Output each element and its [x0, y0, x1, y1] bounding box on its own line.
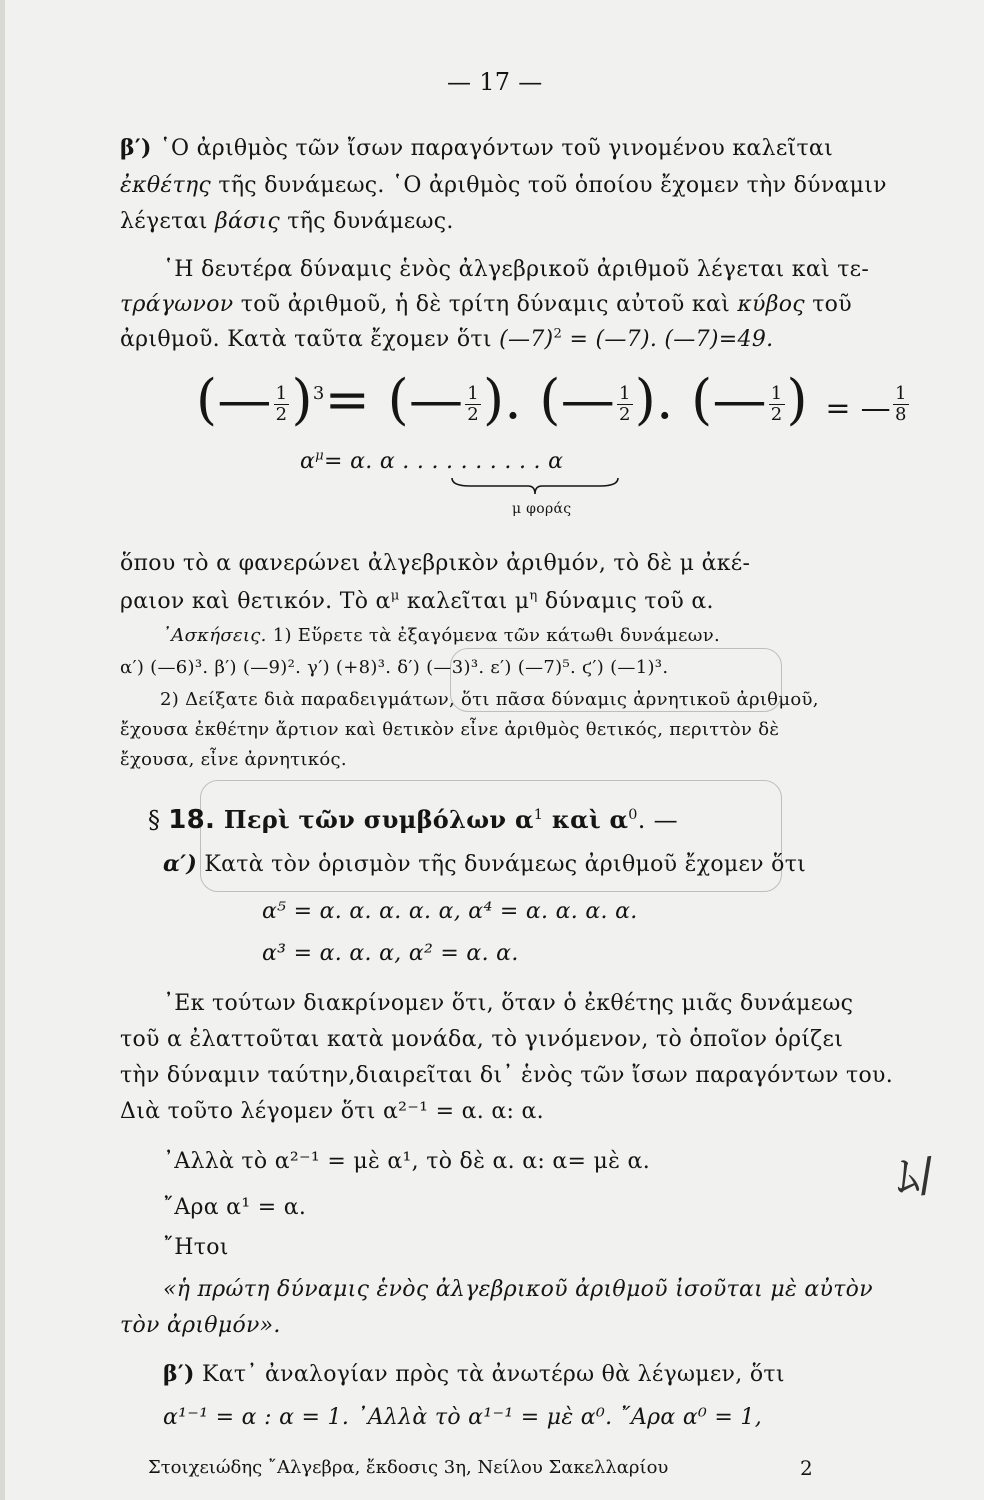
page-number: — 17 —	[447, 68, 543, 96]
term-base: βάσις	[214, 209, 280, 234]
exercises-line2: α′) (—6)³. β′) (—9)². γ′) (+8)³. δ′) (—3)³. ε′) (—7)⁵. ϛ′) (—1)³.	[120, 657, 669, 678]
section-heading: § 18. Περὶ τῶν συμβόλων $\alpha^1$ καὶ $\alpha^0$. —	[148, 805, 678, 835]
underbrace	[450, 476, 620, 496]
exercises-line5: ἔχουσα, εἶνε ἀρνητικός.	[120, 749, 347, 770]
sheet-number: 2	[800, 1456, 813, 1480]
para1-line3	[120, 208, 454, 236]
term-exponent: ἐκθέτης	[120, 173, 212, 198]
pencil-mark-1	[450, 648, 782, 712]
para4-line3: τοῦ α ἐλαττοῦται κατὰ μονάδα, τὸ γινόμενον, τὸ ὁποῖον ὁρίζει	[120, 1027, 844, 1052]
term-cube: κύβος	[737, 292, 805, 317]
para4-line11: β′) Κατ᾿ ἀναλογίαν πρὸς τὰ ἀνωτέρω θὰ λέγωμεν, ὅτι	[163, 1361, 785, 1387]
para4-quote-line2: τὸν ἀριθμόν».	[120, 1313, 281, 1338]
cube-formula: (— $\frac{1}{2}$ )$^3$= (— $\frac{1}{2}$ ). (— $\frac{1}{2}$ ). (— $\frac{1}{2}$ ) = — $\frac{1}{8}$	[196, 368, 907, 431]
para3-line2: ραιον καὶ θετικόν. Τὸ $\alpha^\mu$ καλεῖται $\mu^\eta$ δύναμις τοῦ α.	[120, 588, 714, 614]
brace-label: μ φοράς	[512, 501, 572, 517]
power-definition	[300, 448, 563, 476]
para3-line1: ὅπου τὸ α φανερώνει ἀλγεβρικὸν ἀριθμόν, τὸ δὲ μ ἀκέ-	[120, 551, 751, 576]
formula-result-sign: = —	[825, 391, 891, 426]
fraction-half-2: $\frac{1}{2}$	[467, 382, 480, 425]
power-product: = α. α . . . . . . . . . . α	[324, 449, 564, 474]
term-square: τράγωνον	[120, 292, 234, 317]
margin-scribble: ﾑ/	[891, 1146, 938, 1206]
para1-line1-text: ῾Ο ἀριθμὸς τῶν ἴσων παραγόντων τοῦ γινομένου καλεῖται	[159, 136, 833, 161]
para1-line2-text: τῆς δυνάμεως. ῾Ο ἀριθμὸς τοῦ ὁποίου ἔχομεν τὴν δύναμιν	[211, 173, 887, 198]
equation-row-2: α³ = α. α. α, α² = α. α.	[262, 941, 519, 966]
example-result: = (—7). (—7)=49.	[562, 327, 774, 352]
formula-open: (—	[196, 368, 272, 431]
exercises-line1: ᾿Ασκήσεις. 1) Εὕρετε τὰ ἐξαγόμενα τῶν κάτωθι δυνάμεων.	[162, 625, 720, 646]
section-mark: §	[148, 806, 169, 834]
para4-quote-line1: «ἡ πρώτη δύναμις ἑνὸς ἀλγεβρικοῦ ἀριθμοῦ ἰσοῦται μὲ αὐτὸν	[163, 1277, 873, 1302]
section-number: 18.	[168, 805, 216, 835]
label-beta: β′)	[120, 135, 160, 161]
para2-line3-a: ἀριθμοῦ. Κατὰ ταῦτα ἔχομεν ὅτι	[120, 327, 500, 352]
equation-row-1: α⁵ = α. α. α. α. α, α⁴ = α. α. α. α.	[262, 899, 638, 924]
section-title: Περὶ τῶν συμβόλων α	[215, 805, 534, 834]
label-alpha: α′)	[163, 851, 198, 877]
para2-line2	[120, 291, 852, 319]
page-edge	[0, 0, 5, 1500]
para4-line5: Διὰ τοῦτο λέγομεν ὅτι α²⁻¹ = α. α: α.	[120, 1099, 544, 1124]
footer-text: Στοιχειώδης ῎Αλγεβρα, ἔκδοσις 3η, Νείλου Σακελλαρίου	[148, 1457, 669, 1478]
exercises-line3: 2) Δείξατε διὰ παραδειγμάτων, ὅτι πᾶσα δύναμις ἀρνητικοῦ ἀριθμοῦ,	[160, 689, 819, 710]
para2-line2-b: τοῦ ἀριθμοῦ, ἡ δὲ τρίτη δύναμις αὐτοῦ καὶ	[233, 292, 738, 317]
exercises-title: ᾿Ασκήσεις.	[162, 625, 267, 646]
power-exponent: μ	[315, 448, 325, 464]
para2-line2-d: τοῦ	[804, 292, 852, 317]
para4-line6: ᾿Αλλὰ τὸ α²⁻¹ = μὲ α¹, τὸ δὲ α. α: α= μὲ α.	[163, 1149, 651, 1174]
para1-line3-c: τῆς δυνάμεως.	[279, 209, 454, 234]
power-base: α	[300, 449, 316, 474]
para4-line1: α′) Κατὰ τὸν ὁρισμὸν τῆς δυνάμεως ἀριθμοῦ ἔχομεν ὅτι	[163, 851, 807, 877]
fraction-eighth: $\frac{1}{8}$	[894, 382, 907, 425]
exercises-line4: ἔχουσα ἐκθέτην ἄρτιον καὶ θετικὸν εἶνε ἀριθμὸς θετικός, περιττὸν δὲ	[120, 719, 780, 740]
fraction-half-3: $\frac{1}{2}$	[619, 382, 631, 425]
formula-exponent: 3	[312, 383, 325, 404]
label-beta-2: β′)	[163, 1361, 195, 1387]
para1-line3-a: λέγεται	[120, 209, 215, 234]
para1-line1	[120, 134, 833, 163]
para4-line12: α¹⁻¹ = α : α = 1. ᾿Αλλὰ τὸ α¹⁻¹ = μὲ α⁰. ῎Αρα α⁰ = 1,	[163, 1405, 763, 1430]
formula-close: )	[291, 368, 313, 431]
para2-line3	[120, 326, 773, 354]
formula-equals: =	[324, 368, 371, 431]
para2-line1: ῾Η δευτέρα δύναμις ἑνὸς ἀλγεβρικοῦ ἀριθμοῦ λέγεται καὶ τε-	[163, 257, 870, 282]
example-exponent: 2	[553, 326, 563, 342]
example-base: (—7)	[499, 327, 554, 352]
para4-line7: ῎Αρα α¹ = α.	[163, 1195, 307, 1220]
para4-line4: τὴν δύναμιν ταύτην,διαιρεῖται δι᾿ ἑνὸς τῶν ἴσων παραγόντων του.	[120, 1063, 894, 1088]
fraction-half-1: $\frac{1}{2}$	[275, 382, 288, 425]
para1-line2	[120, 172, 887, 200]
fraction-half-4: $\frac{1}{2}$	[770, 382, 783, 425]
para4-line2: ᾿Εκ τούτων διακρίνομεν ὅτι, ὅταν ὁ ἐκθέτης μιᾶς δυνάμεως	[163, 991, 854, 1016]
para4-line8: ῎Ητοι	[163, 1235, 229, 1260]
